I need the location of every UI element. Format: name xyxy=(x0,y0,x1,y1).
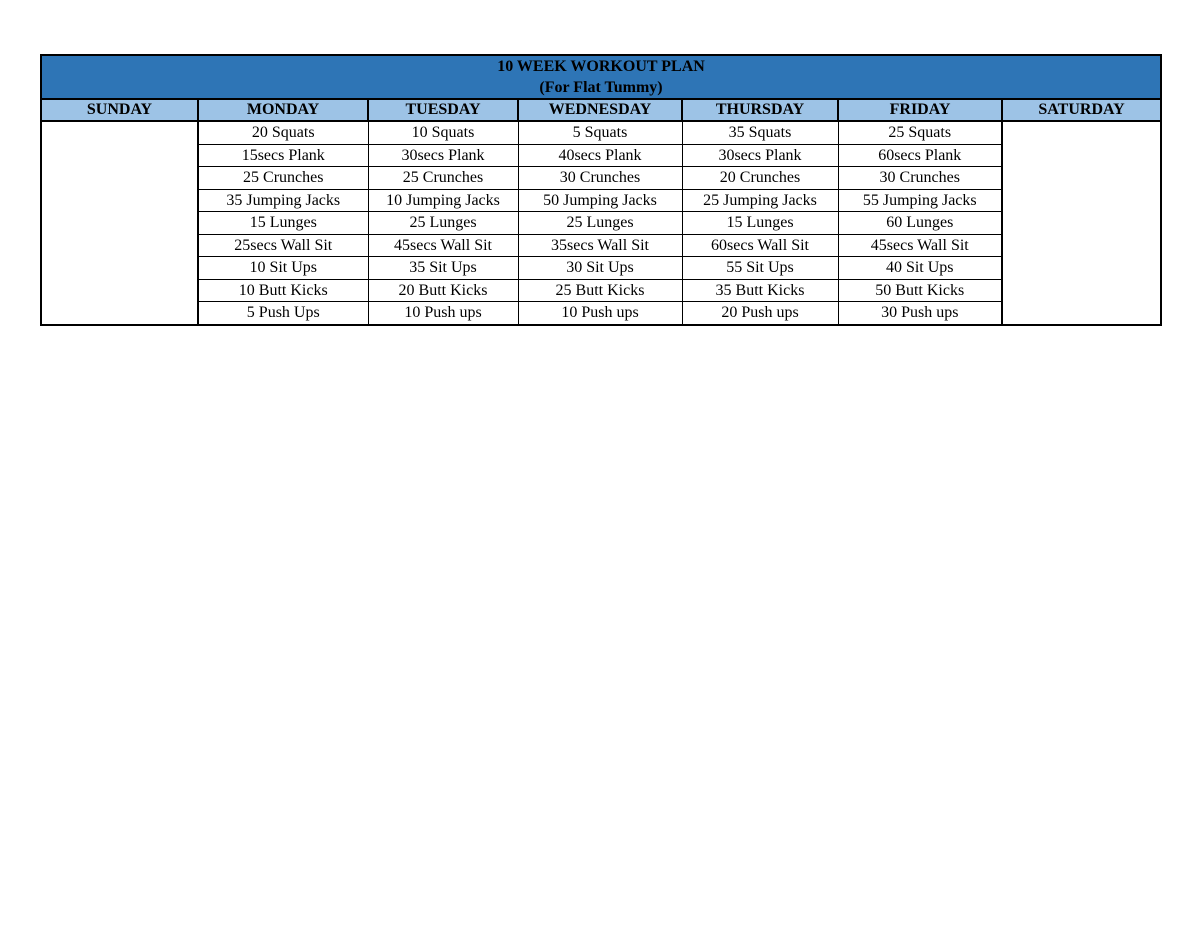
day-header-sunday: SUNDAY xyxy=(41,99,198,121)
day-header-monday: MONDAY xyxy=(198,99,368,121)
exercise-cell: 10 Push ups xyxy=(518,302,682,325)
exercise-cell: 25 Butt Kicks xyxy=(518,279,682,302)
exercise-cell: 10 Push ups xyxy=(368,302,518,325)
day-header-friday: FRIDAY xyxy=(838,99,1002,121)
table-row xyxy=(41,167,1161,190)
exercise-cell: 35 Sit Ups xyxy=(368,257,518,280)
table-row xyxy=(41,279,1161,302)
title-row xyxy=(41,55,1161,99)
table-row xyxy=(41,257,1161,280)
table-row xyxy=(41,302,1161,325)
exercise-cell: 10 Butt Kicks xyxy=(198,279,368,302)
table-row xyxy=(41,189,1161,212)
exercise-cell: 60secs Plank xyxy=(838,144,1002,167)
exercise-cell: 25 Jumping Jacks xyxy=(682,189,838,212)
exercise-cell: 5 Squats xyxy=(518,121,682,144)
table-row xyxy=(41,212,1161,235)
exercise-cell: 20 Squats xyxy=(198,121,368,144)
saturday-empty-cell xyxy=(1002,121,1161,325)
exercise-cell: 15secs Plank xyxy=(198,144,368,167)
exercise-cell: 15 Lunges xyxy=(198,212,368,235)
exercise-cell: 40 Sit Ups xyxy=(838,257,1002,280)
exercise-cell: 25 Crunches xyxy=(368,167,518,190)
exercise-cell: 30secs Plank xyxy=(682,144,838,167)
exercise-cell: 20 Butt Kicks xyxy=(368,279,518,302)
exercise-cell: 35 Squats xyxy=(682,121,838,144)
exercise-rows xyxy=(41,121,1161,325)
plan-subtitle: (For Flat Tummy) xyxy=(539,79,663,96)
table-row xyxy=(41,121,1161,144)
table-row xyxy=(41,144,1161,167)
exercise-cell: 35 Jumping Jacks xyxy=(198,189,368,212)
exercise-cell: 20 Push ups xyxy=(682,302,838,325)
workout-plan-table xyxy=(40,54,1162,326)
day-header-tuesday: TUESDAY xyxy=(368,99,518,121)
exercise-cell: 35 Butt Kicks xyxy=(682,279,838,302)
exercise-cell: 60secs Wall Sit xyxy=(682,234,838,257)
day-header-row xyxy=(41,99,1161,121)
day-header-wednesday: WEDNESDAY xyxy=(518,99,682,121)
exercise-cell: 10 Squats xyxy=(368,121,518,144)
day-header-saturday: SATURDAY xyxy=(1002,99,1161,121)
exercise-cell: 30 Crunches xyxy=(838,167,1002,190)
exercise-cell: 45secs Wall Sit xyxy=(838,234,1002,257)
exercise-cell: 35secs Wall Sit xyxy=(518,234,682,257)
exercise-cell: 10 Sit Ups xyxy=(198,257,368,280)
day-header-thursday: THURSDAY xyxy=(682,99,838,121)
exercise-cell: 30 Sit Ups xyxy=(518,257,682,280)
exercise-cell: 30 Crunches xyxy=(518,167,682,190)
exercise-cell: 40secs Plank xyxy=(518,144,682,167)
exercise-cell: 50 Jumping Jacks xyxy=(518,189,682,212)
exercise-cell: 25 Lunges xyxy=(518,212,682,235)
exercise-cell: 55 Jumping Jacks xyxy=(838,189,1002,212)
exercise-cell: 25 Lunges xyxy=(368,212,518,235)
exercise-cell: 55 Sit Ups xyxy=(682,257,838,280)
plan-title-cell xyxy=(41,55,1161,99)
plan-title: 10 WEEK WORKOUT PLAN xyxy=(497,58,705,75)
exercise-cell: 25 Squats xyxy=(838,121,1002,144)
exercise-cell: 25 Crunches xyxy=(198,167,368,190)
exercise-cell: 15 Lunges xyxy=(682,212,838,235)
sunday-empty-cell xyxy=(41,121,198,325)
exercise-cell: 30secs Plank xyxy=(368,144,518,167)
exercise-cell: 20 Crunches xyxy=(682,167,838,190)
exercise-cell: 50 Butt Kicks xyxy=(838,279,1002,302)
exercise-cell: 30 Push ups xyxy=(838,302,1002,325)
exercise-cell: 25secs Wall Sit xyxy=(198,234,368,257)
exercise-cell: 10 Jumping Jacks xyxy=(368,189,518,212)
exercise-cell: 60 Lunges xyxy=(838,212,1002,235)
exercise-cell: 45secs Wall Sit xyxy=(368,234,518,257)
table-row xyxy=(41,234,1161,257)
exercise-cell: 5 Push Ups xyxy=(198,302,368,325)
